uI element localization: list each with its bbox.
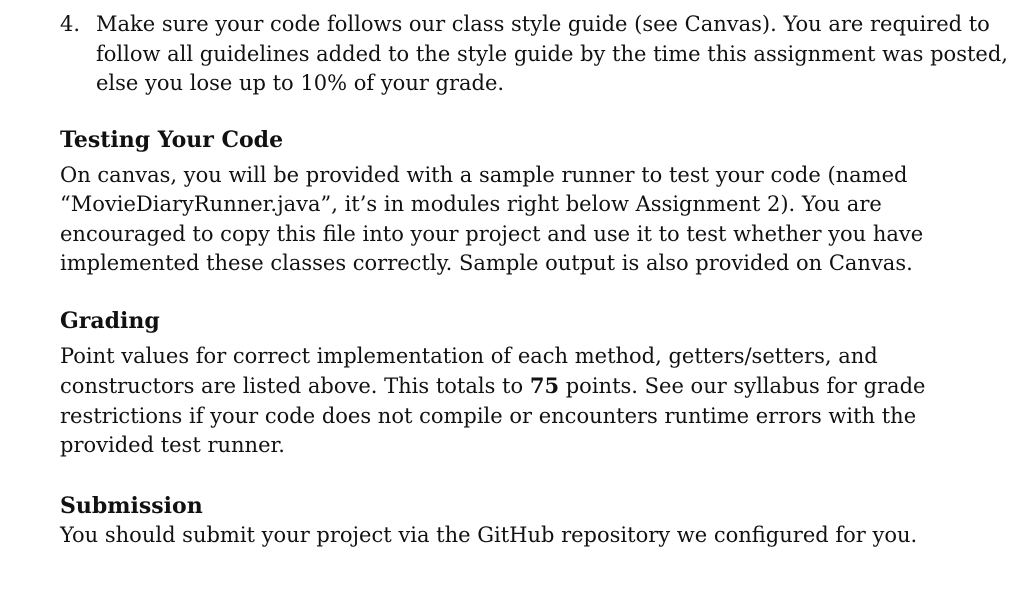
testing-heading: Testing Your Code <box>60 126 284 153</box>
instruction-list-item-4 <box>60 10 1010 99</box>
grading-body-after: points. See our syllabus for grade restrictions if your code does not compile or encounters runtime errors with the provided test runner. <box>60 374 926 457</box>
list-number: 4. <box>60 12 81 36</box>
list-item-text: Make sure your code follows our class style guide (see Canvas). You are required to follow all guidelines added to the style guide by the time this assignment was posted, else you lose up to 10% of your grade. <box>96 12 1008 95</box>
submission-section <box>60 491 1010 551</box>
grading-heading: Grading <box>60 307 160 334</box>
testing-body: On canvas, you will be provided with a sample runner to test your code (named “MovieDiaryRunner.java”, it’s in modules right below Assignment 2). You are encouraged to copy this file into your project and use it to test whether you have implemented these classes correctly. Sample output is also provided on Canvas. <box>60 162 924 275</box>
total-points: 75 <box>529 373 560 398</box>
grading-section <box>60 306 1010 461</box>
submission-body: You should submit your project via the GitHub repository we configured for you. <box>60 522 918 547</box>
grading-body-before: Point values for correct implementation of each method, getters/setters, and constructors are listed above. This totals to <box>60 343 878 398</box>
submission-heading: Submission <box>60 492 203 519</box>
testing-section <box>60 125 1010 279</box>
document-page <box>60 10 1010 550</box>
grading-body <box>60 342 1010 461</box>
